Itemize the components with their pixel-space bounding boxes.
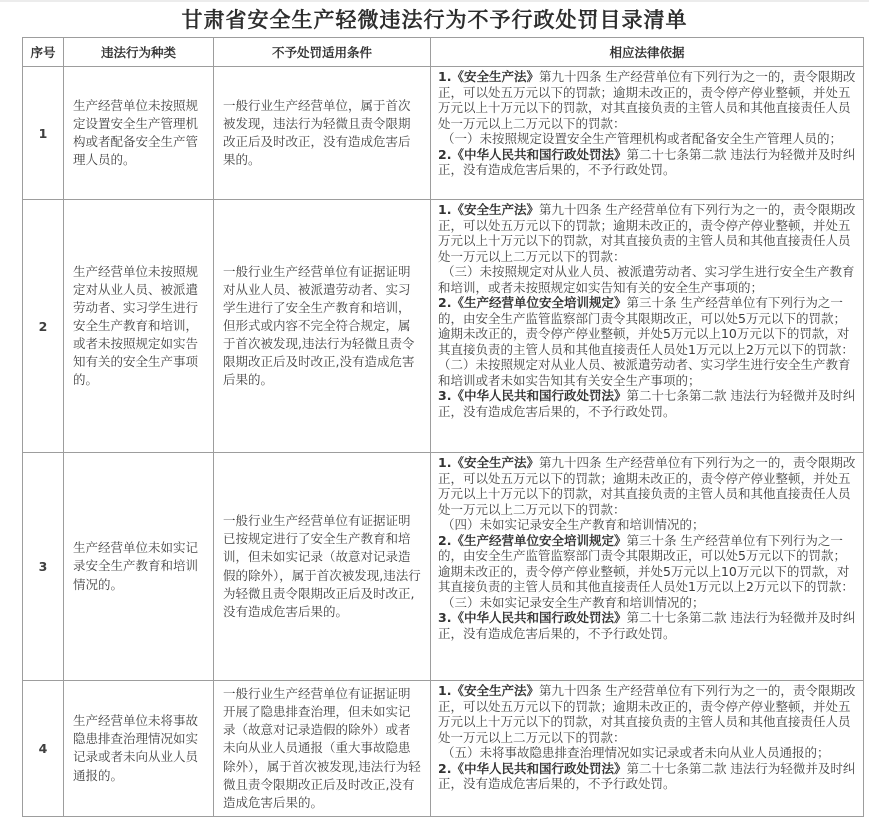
punishment-exemption-table — [22, 37, 864, 817]
table-row — [23, 453, 864, 681]
law-text: （三）未按照规定对从业人员、被派遣劳动者、实习学生进行安全生产教育和培训，或者未按照规定如实告知有关的安全生产事项的； — [438, 264, 855, 295]
page-title: 甘肃省安全生产轻微违法行为不予行政处罚目录清单 — [181, 8, 688, 32]
law-text: 第九十四条 生产经营单位有下列行为之一的，责令限期改正，可以处五万元以下的罚款；逾期未改正的，责令停产停业整顿，并处五万元以上十万元以下的罚款，对其直接负责的主管人员和其他直接责任人员处一万元以上二万元以下的罚款： — [438, 455, 856, 517]
exemption-condition-cell: 一般行业生产经营单位有证据证明开展了隐患排查治理，但未如实记录（故意对记录造假的除外）或者未向从业人员通报（重大事故隐患除外），属于首次被发现,违法行为轻微且责令限期改正后及时改正,没有造成危害后果的。 — [214, 681, 431, 817]
row-number-cell: 4 — [23, 681, 64, 817]
legal-basis-cell — [431, 67, 864, 200]
row-number-cell: 1 — [23, 67, 64, 200]
legal-basis-line — [438, 517, 857, 533]
law-text: （一）未按照规定设置安全生产管理机构或者配备安全生产管理人员的； — [438, 131, 842, 146]
law-text: （三）未如实记录安全生产教育和培训情况的； — [438, 594, 705, 610]
legal-basis-line — [438, 745, 857, 761]
law-title: 2.《中华人民共和国行政处罚法》 — [438, 760, 627, 776]
legal-basis-line — [438, 202, 857, 264]
legal-basis-line — [438, 264, 857, 295]
exemption-condition-cell: 一般行业生产经营单位有证据证明对从业人员、被派遣劳动者、实习学生进行了安全生产教育和培训，但形式或内容不完全符合规定，属于首次被发现,违法行为轻微且责令限期改正后及时改正,没有造成危害后果的。 — [214, 200, 431, 453]
law-title: 2.《生产经营单位安全培训规定》 — [438, 295, 627, 310]
law-title: 2.《生产经营单位安全培训规定》 — [438, 532, 627, 548]
law-text: 第二十七条第二款 违法行为轻微并及时纠正，没有造成危害后果的，不予行政处罚。 — [438, 388, 856, 419]
legal-basis-line — [438, 761, 857, 792]
legal-basis-line — [438, 147, 857, 178]
row-number-cell: 3 — [23, 453, 64, 681]
law-text: 第九十四条 生产经营单位有下列行为之一的，责令限期改正，可以处五万元以下的罚款；逾期未改正的，责令停产停业整顿，并处五万元以上十万元以下的罚款，对其直接负责的主管人员和其他直接责任人员处一万元以上二万元以下的罚款： — [438, 69, 856, 131]
legal-basis-line — [438, 610, 857, 641]
legal-basis-line — [438, 533, 857, 595]
law-text: 第三十条 生产经营单位有下列行为之一的，由安全生产监管监察部门责令其限期改正，可以处5万元以下的罚款；逾期未改正的，责令停产停业整顿，并处5万元以上10万元以下的罚款，对其直接负责的主管人员和其他直接责任人员处1万元以上2万元以下的罚款： — [438, 532, 854, 594]
violation-type-cell: 生产经营单位未将事故隐患排查治理情况如实记录或者未向从业人员通报的。 — [64, 681, 214, 817]
legal-basis-line — [438, 388, 857, 419]
table-row — [23, 681, 864, 817]
law-text: 第二十七条第二款 违法行为轻微并及时纠正，没有造成危害后果的，不予行政处罚。 — [438, 146, 856, 177]
legal-basis-line — [438, 455, 857, 517]
law-text: 第九十四条 生产经营单位有下列行为之一的，责令限期改正，可以处五万元以下的罚款；逾期未改正的，责令停产停业整顿，并处五万元以上十万元以下的罚款，对其直接负责的主管人员和其他直接责任人员处一万元以上二万元以下的罚款： — [438, 683, 856, 745]
legal-basis-line — [438, 595, 857, 611]
law-text: 第二十七条第二款 违法行为轻微并及时纠正，没有造成危害后果的，不予行政处罚。 — [438, 760, 856, 791]
legal-basis-line — [438, 131, 857, 147]
header-serial-number: 序号 — [23, 38, 64, 67]
law-title: 1.《安全生产法》 — [438, 69, 539, 84]
law-text: 第二十七条第二款 违法行为轻微并及时纠正，没有造成危害后果的，不予行政处罚。 — [438, 610, 856, 641]
legal-basis-cell — [431, 200, 864, 453]
law-text: （五）未将事故隐患排查治理情况如实记录或者未向从业人员通报的； — [438, 745, 830, 760]
legal-basis-cell — [431, 681, 864, 817]
violation-type-cell: 生产经营单位未按照规定设置安全生产管理机构或者配备安全生产管理人员的。 — [64, 67, 214, 200]
law-text: 第三十条 生产经营单位有下列行为之一的，由安全生产监管监察部门责令其限期改正，可以处5万元以下的罚款；逾期未改正的，责令停产停业整顿，并处5万元以上10万元以下的罚款，对其直接负责的主管人员和其他直接责任人员处1万元以上2万元以下的罚款： （二）未按照规定对从业人员、被派遣劳动者、实习学生进行安全生产教育和培训或者未如实告知其有关安全生产事项的； — [438, 295, 861, 388]
page-top-divider — [0, 0, 869, 2]
law-title: 1.《安全生产法》 — [438, 683, 539, 698]
table-header-row — [23, 38, 864, 67]
legal-basis-line — [438, 69, 857, 131]
law-title: 3.《中华人民共和国行政处罚法》 — [438, 610, 627, 625]
law-title: 2.《中华人民共和国行政处罚法》 — [438, 146, 627, 162]
law-title: 1.《安全生产法》 — [438, 202, 539, 217]
violation-type-cell: 生产经营单位未如实记录安全生产教育和培训情况的。 — [64, 453, 214, 681]
row-number-cell: 2 — [23, 200, 64, 453]
law-text: （四）未如实记录安全生产教育和培训情况的； — [438, 517, 705, 532]
legal-basis-cell — [431, 453, 864, 681]
law-title: 3.《中华人民共和国行政处罚法》 — [438, 388, 627, 403]
header-exemption-conditions: 不予处罚适用条件 — [214, 38, 431, 67]
law-text: 第九十四条 生产经营单位有下列行为之一的，责令限期改正，可以处五万元以下的罚款；逾期未改正的，责令停产停业整顿，并处五万元以上十万元以下的罚款，对其直接负责的主管人员和其他直接责任人员处一万元以上二万元以下的罚款： — [438, 202, 856, 264]
violation-type-cell: 生产经营单位未按照规定对从业人员、被派遣劳动者、实习学生进行安全生产教育和培训，或者未按照规定如实告知有关的安全生产事项的。 — [64, 200, 214, 453]
exemption-condition-cell: 一般行业生产经营单位有证据证明已按规定进行了安全生产教育和培训，但未如实记录（故意对记录造假的除外），属于首次被发现,违法行为轻微且责令限期改正后及时改正,没有造成危害后果的。 — [214, 453, 431, 681]
legal-basis-line — [438, 683, 857, 745]
legal-basis-line — [438, 295, 861, 388]
law-title: 1.《安全生产法》 — [438, 455, 539, 470]
table-row — [23, 67, 864, 200]
header-legal-basis: 相应法律依据 — [431, 38, 864, 67]
table-row — [23, 200, 864, 453]
header-violation-type: 违法行为种类 — [64, 38, 214, 67]
exemption-condition-cell: 一般行业生产经营单位，属于首次被发现，违法行为轻微且责令限期改正后及时改正，没有造成危害后果的。 — [214, 67, 431, 200]
